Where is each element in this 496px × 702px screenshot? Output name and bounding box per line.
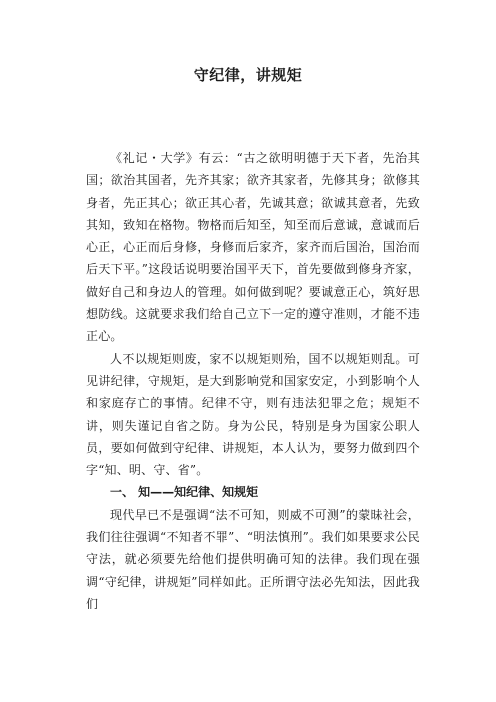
paragraph-discipline: 人不以规矩则废，家不以规矩则殆，国不以规矩则乱。可见讲纪律，守规矩，是大到影响党和国家安定，小到影响个人和家庭存亡的事情。纪律不守，则有违法犯罪之危；规矩不讲，则失谨记自省之防。身为公民，特别是身为国家公职人员，要如何做到守纪律、讲规矩，本人认为，要努力做到四个字“知、明、守、省”。 <box>86 351 420 478</box>
document-title: 守纪律，讲规矩 <box>193 66 303 84</box>
document-body <box>86 147 420 615</box>
paragraph-intro: 《礼记・大学》有云：“古之欲明明德于天下者，先治其国；欲治其国者，先齐其家；欲齐其家者，先修其身；欲修其身者，先正其心；欲正其心者，先诚其意；欲诚其意者，先致其知，致知在格物。物格而后知至，知至而后意诚，意诚而后心正，心正而后身修，身修而后家齐，家齐而后国治，国治而后天下平。”这段话说明要治国平天下，首先要做到修身齐家，做好自己和身边人的管理。如何做到呢？要诚意正心，筑好思想防线。这就要求我们给自己立下一定的遵守准则，才能不违正心。 <box>86 151 420 344</box>
paragraph-section-one: 现代早已不是强调“法不可知，则威不可测”的蒙昧社会，我们往往强调“不知者不罪”、“明法慎刑”。我们如果要求公民守法，就必须要先给他们提供明确可知的法律。我们现在强调“守纪律，讲规矩”同样如此。正所谓守法必先知法，因此我们 <box>86 507 420 611</box>
section-heading: 一、 知——知纪律、知规矩 <box>110 485 259 500</box>
